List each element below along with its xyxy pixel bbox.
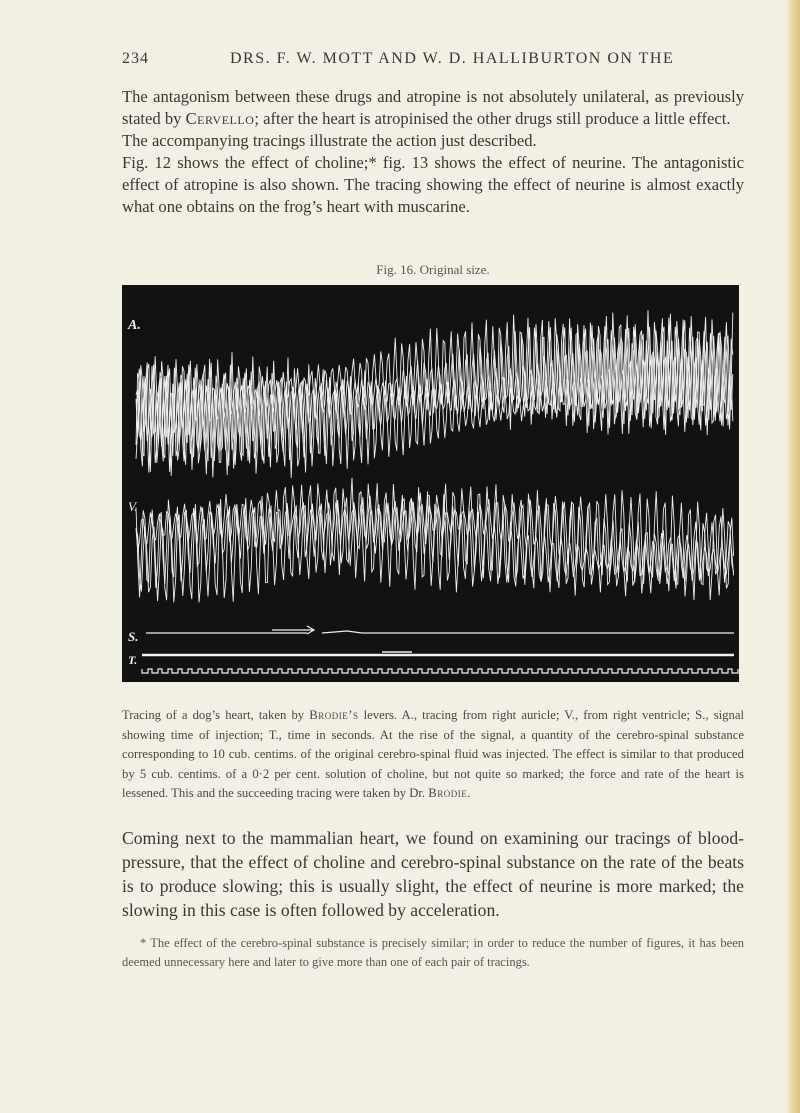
figure-title: Fig. 16. Original size. (376, 262, 490, 277)
paragraph-2: Coming next to the mammalian heart, we found on examining our tracings of blood-pressure, that the effect of choline and cerebro-spinal substance on the rate of the beats is to produce slowing; this is usually slight, the effect of neurine is more marked; the slowing in this case is often followed by acceleration. (122, 828, 744, 920)
paragraph-1-sentence-1: The antagonism between these drugs and atropine is not absolutely unilateral, as previously stated by Cervello; after the heart is atropinised the other drugs still produce a little effect. (122, 87, 744, 128)
author-cervello: Cervello (185, 109, 255, 128)
paragraph-1 (122, 86, 744, 218)
running-header (122, 50, 744, 74)
running-title: DRS. F. W. MOTT AND W. D. HALLIBURTON ON THE (230, 50, 675, 67)
heart-tracing-figure (122, 285, 739, 682)
figure-caption: Tracing of a dog’s heart, taken by Brodie’s levers. A., tracing from right auricle; V., from right ventricle; S., signal showing time of injection; T., time in seconds. At the rise of the signal, a quantity of the cerebro-spinal substance corresponding to 10 cub. centims. of the original cerebro-spinal fluid was injected. The effect is similar to that produced by 5 cub. centims. of a 0·2 per cent. solution of choline, but not quite so marked; the force and rate of the heart is lessened. This and the succeeding tracing were taken by Dr. Brodie. (122, 708, 744, 800)
label-a: A. (128, 318, 141, 333)
label-s: S. (128, 629, 139, 644)
author-brodie: Brodie’s (309, 708, 359, 722)
tracing-svg (122, 285, 739, 682)
paragraph-1-sentence-3: Fig. 12 shows the effect of choline;* fig. 13 shows the effect of neurine. The antagonistic effect of atropine is also shown. The tracing showing the effect of neurine is almost exactly what one obtains on the frog’s heart with muscarine. (122, 153, 744, 216)
paragraph-1-sentence-2: The accompanying tracings illustrate the action just described. (122, 131, 537, 150)
footnote: * The effect of the cerebro-spinal substance is precisely similar; in order to reduce the number of figures, it has been deemed unnecessary here and later to give more than one of each pair of tracings. (122, 936, 744, 969)
page-number: 234 (122, 50, 149, 67)
label-t: T. (128, 653, 138, 667)
author-brodie-2: Brodie (428, 786, 468, 800)
ventricle-trace (136, 478, 734, 603)
page-edge (786, 0, 800, 1113)
label-v: V. (128, 499, 138, 514)
auricle-trace (136, 310, 733, 478)
signal-trace (146, 626, 734, 634)
time-trace (142, 652, 738, 673)
